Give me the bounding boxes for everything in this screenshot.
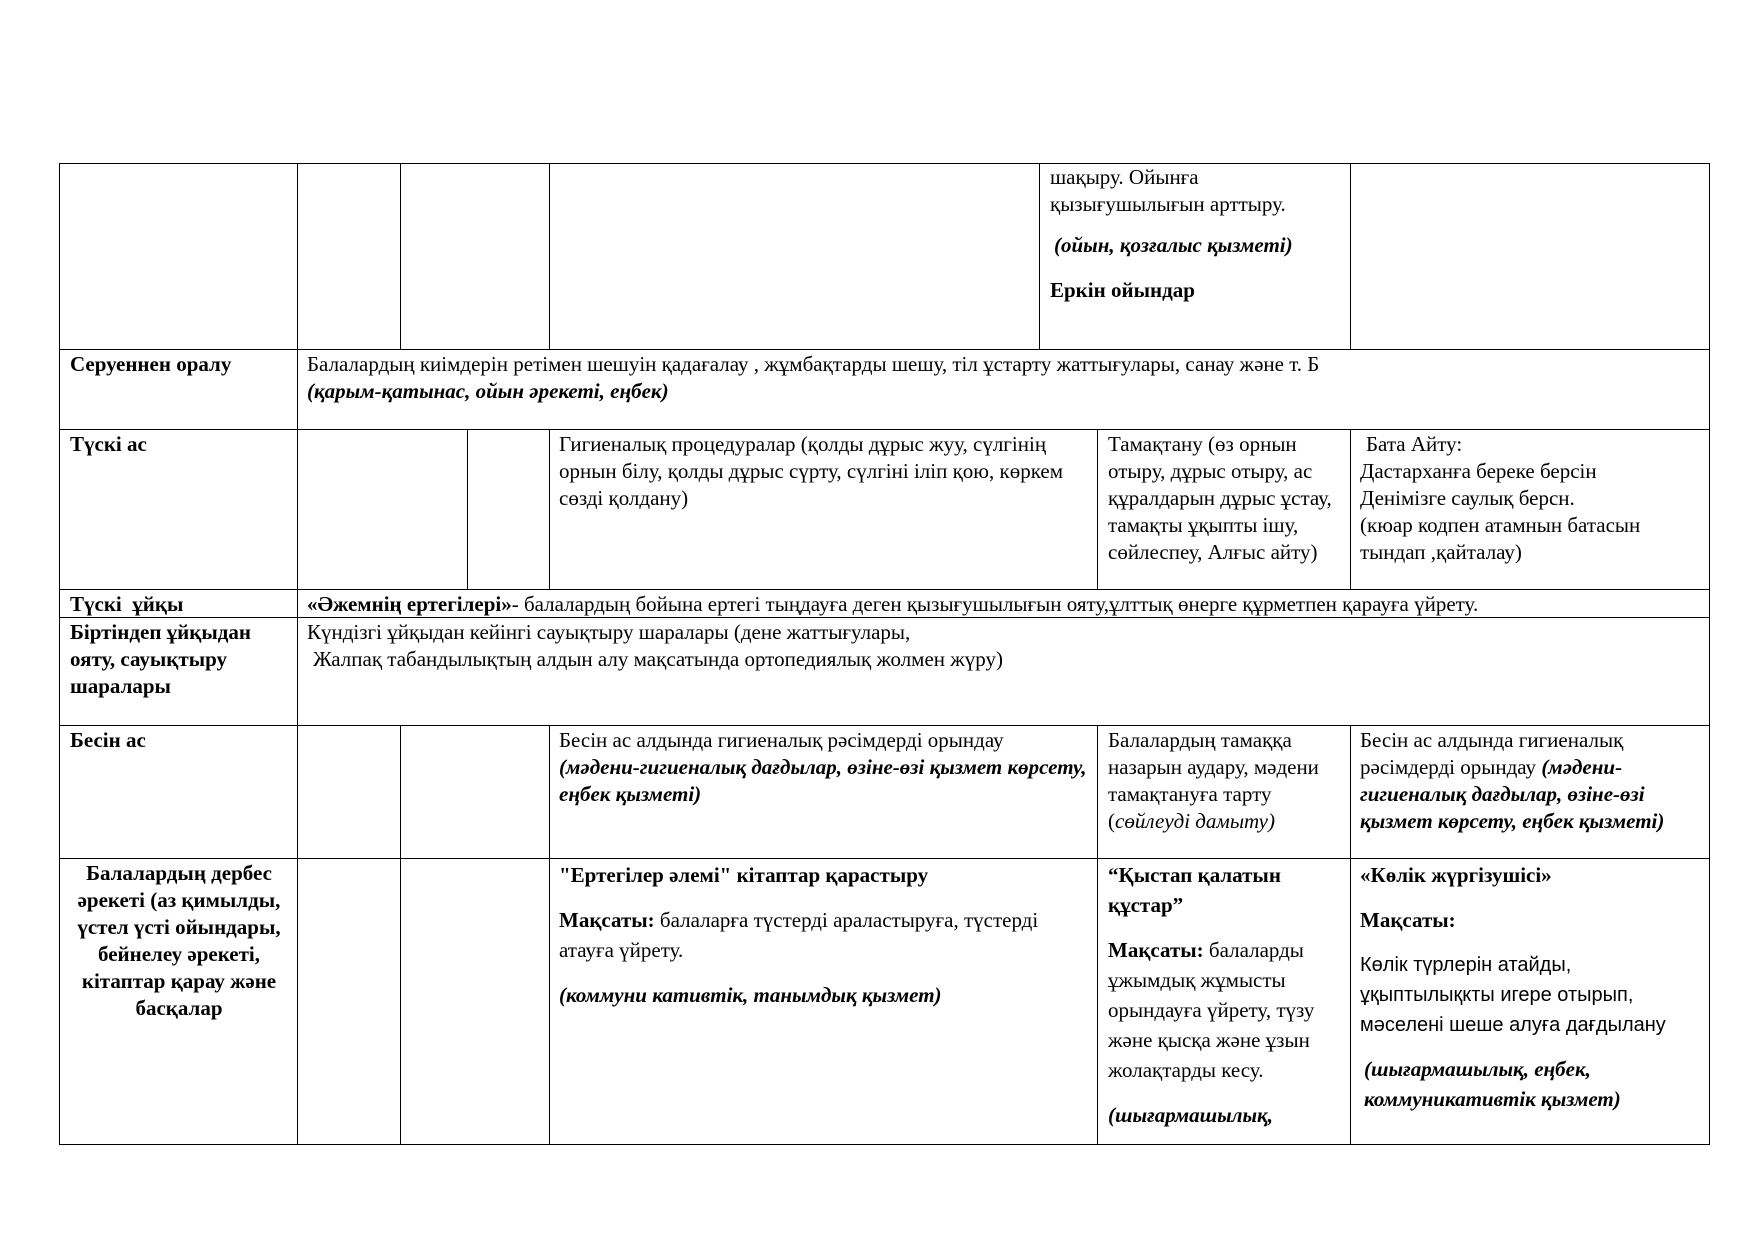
blessing-note: (кюар кодпен атамнын батасын тындап ,қайталау) [1360, 513, 1641, 564]
activity-note: (шығармашылық, еңбек, коммуникативтік қызмет) [1364, 1057, 1621, 1111]
top-row-col5 [1050, 164, 1345, 348]
independent-col4 [559, 860, 1091, 1010]
goal-text: балаларды ұжымдық жұмысты орындауға үйрету, түзу және қысқа және ұзын жолақтарды кесу. [1108, 938, 1315, 1082]
activity-goal [559, 905, 1091, 965]
nap-title: «Әжемнің ертегілері» [307, 592, 512, 616]
blessing-title: Бата Айту: [1366, 432, 1463, 456]
nap-content [307, 591, 1705, 618]
activity-title: "Ертегілер әлемі" кітаптар қарастыру [559, 863, 929, 887]
column-divider [549, 725, 550, 1145]
wake-line2: Жалпақ табандылықтың алдын алу мақсатында ортопедиялық жолмен жүру) [313, 647, 1003, 671]
column-divider [1039, 163, 1040, 349]
snack-col5-text: Балалардың тамаққа назарын аудару, мәдени тамақтануға тарту ( [1108, 728, 1319, 833]
lunch-col4: Гигиеналық процедуралар (қолды дұрыс жуу, сүлгінің орнын білу, қолды дұрыс сүрту, сүлгіні іліп қою, көркем сөзді қолдану) [559, 432, 1063, 510]
snack-col5-note: сөйлеуді дамыту) [1115, 809, 1275, 833]
column-divider [1097, 725, 1098, 1145]
independent-col6 [1360, 860, 1705, 1114]
snack-col6 [1360, 727, 1705, 857]
row-label-nap: Түскі ұйқы [70, 592, 184, 616]
walk-return-content [307, 351, 1702, 405]
row-divider [59, 429, 1709, 430]
column-divider [400, 163, 401, 349]
row-divider [59, 349, 1709, 350]
row-divider [59, 589, 1709, 590]
row-label-wake: Біртіндеп ұйқыдан ояту, сауықтыру шаралары [70, 620, 251, 698]
table-border-right [1709, 163, 1710, 1145]
activity-note: (коммуни кативтік, танымдық қызмет) [559, 983, 942, 1007]
goal-label: Мақсаты: [1360, 908, 1456, 932]
blessing-line: Денімізге саулық берсн. [1360, 486, 1575, 510]
nap-text: - балалардың бойына ертегі тыңдауға деген қызығушылығын ояту,ұлттық өнерге құрметпен қарауға үйрету. [511, 592, 1479, 616]
goal-text: балаларға түстерді араластыруға, түстерді атауға үйрету. [559, 908, 1039, 962]
walk-return-text: Балалардың киімдерін ретімен шешуін қадағалау , жұмбақтарды шешу, тіл ұстарту жаттығулары, санау және т. Б [307, 352, 1320, 376]
column-divider [549, 163, 550, 349]
goal-label: Мақсаты: [559, 908, 655, 932]
snack-col5 [1108, 727, 1344, 857]
walk-return-note: (қарым-қатынас, ойын әрекеті, еңбек) [307, 379, 669, 403]
activity-title: Еркін ойындар [1050, 278, 1195, 302]
independent-col5 [1108, 860, 1344, 1143]
activity-note: (ойын, қозғалыс қызметі) [1054, 233, 1293, 257]
blessing-line: Дастарханға береке берсін [1360, 459, 1597, 483]
wake-content [307, 619, 1705, 673]
activity-title: «Көлік жүргізушісі» [1360, 863, 1552, 887]
wake-line1: Күндізгі ұйқыдан кейінгі сауықтыру шаралары (дене жаттығулары, [307, 620, 911, 644]
table-border-left [59, 163, 60, 1145]
activity-goal [1108, 935, 1344, 1085]
table-border-bottom [59, 1144, 1709, 1145]
row-divider [59, 725, 1709, 726]
column-divider [1350, 163, 1351, 349]
column-divider [467, 429, 468, 589]
column-divider [297, 163, 298, 1145]
row-label-walk-return: Серуеннен оралу [70, 352, 232, 376]
column-divider [549, 429, 550, 589]
table-border-top [59, 163, 1709, 164]
col5-line1: шақыру. Ойынға [1050, 165, 1199, 189]
lunch-col6 [1360, 431, 1705, 566]
col5-line2: қызығушылығын арттыру. [1050, 192, 1286, 216]
column-divider [1350, 429, 1351, 589]
column-divider [1097, 429, 1098, 589]
activity-note: (шығармашылық, [1108, 1103, 1273, 1127]
column-divider [400, 725, 401, 1145]
activity-title: “Қыстап қалатын құстар” [1108, 863, 1281, 917]
snack-col6-note: (мәдени-гигиеналық дағдылар, өзіне-өзі қызмет көрсету, еңбек қызметі) [1360, 755, 1665, 833]
column-divider [1350, 725, 1351, 1145]
snack-col4-note: (мәдени-гигиеналық дағдылар, өзіне-өзі қызмет көрсету, еңбек қызметі) [559, 755, 1087, 806]
row-divider [59, 858, 1709, 859]
row-label-lunch: Түскі ас [70, 432, 147, 456]
goal-label: Мақсаты: [1108, 938, 1204, 962]
snack-col4 [559, 727, 1089, 808]
row-label-snack: Бесін ас [70, 728, 146, 752]
lunch-col5: Тамақтану (өз орнын отыру, дұрыс отыру, ас құралдарын дұрыс ұстау, тамақты ұқыпты ішу, сөйлеспеу, Алғыс айту) [1108, 432, 1332, 564]
snack-col4-text: Бесін ас алдында гигиеналық рәсімдерді орындау [559, 728, 1004, 752]
goal-text: Көлік түрлерін атайды, ұқыптылықкты игере отырып, мәселені шеше алуға дағдылану [1360, 954, 1666, 1036]
row-label-independent: Балалардың дербес әрекеті (аз қимылды, үстел үсті ойындары, бейнелеу әрекеті, кітаптар қарау және басқалар [77, 861, 281, 1020]
snack-col6-text: Бесін ас алдында гигиеналық рәсімдерді орындау [1360, 728, 1624, 779]
